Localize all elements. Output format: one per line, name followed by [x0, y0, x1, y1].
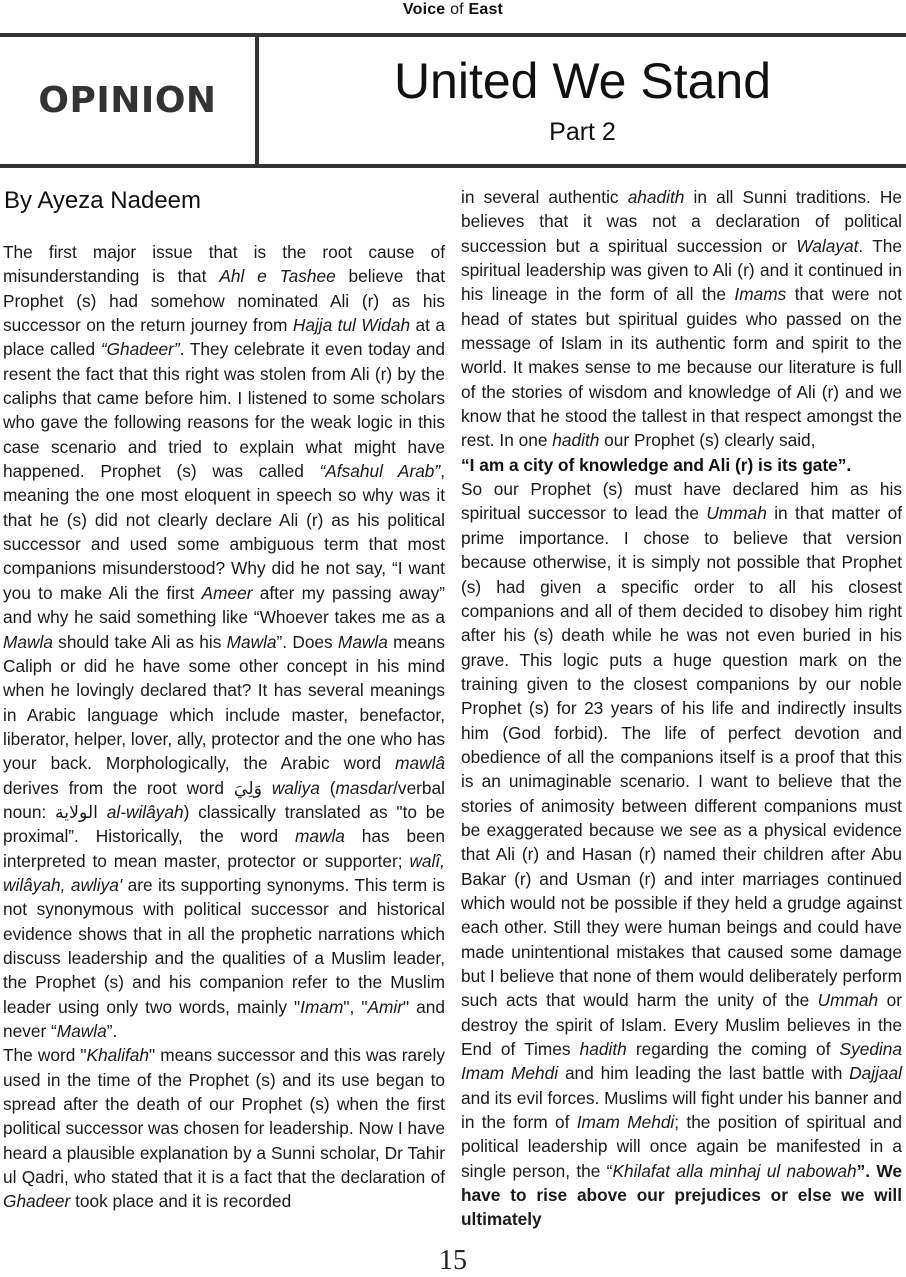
- masthead-of: of: [450, 1, 464, 18]
- right-column: [461, 185, 902, 1232]
- masthead-east: East: [468, 1, 504, 18]
- byline: By Ayeza Nadeem: [4, 187, 202, 214]
- article-title: United We Stand: [393, 53, 772, 109]
- left-column: [3, 240, 445, 1214]
- section-label: OPINION: [38, 80, 217, 121]
- paragraph: The word "Khalifah" means successor and this was rarely used in the time of the Prophet (s) and its use began to spread after the death of our Prophet (s) when the first political successor was chosen for leadership. Now I have heard a plausible explanation by a Sunni scholar, Dr Tahir ul Qadri, who stated that it is a fact that the declaration of Ghadeer took place and it is recorded: [3, 1045, 445, 1212]
- page-number: 15: [439, 1245, 467, 1276]
- paragraph: in several authentic ahadith in all Sunni traditions. He believes that it was not a declaration of political succession but a spiritual succession or Walayat. The spiritual leadership was given to Ali (r) and it continued in his lineage in the form of all the Imams that were not head of states but spiritual guides who passed on the message of Islam in its authentic form and spirit to the world. It makes sense to me because our literature is full of the stories of wisdom and knowledge of Ali (r) and we know that he stood the tallest in that respect amongst the rest. In one hadith our Prophet (s) clearly said,: [461, 187, 902, 451]
- article-subtitle: Part 2: [549, 118, 616, 146]
- paragraph: So our Prophet (s) must have declared him as his spiritual successor to lead the Ummah in that matter of prime importance. I chose to believe that version because otherwise, it is simply not possible that Prophet (s) had given a specific order to all his closest companions and all of them decided to disobey him right after his (s) death while he was not even buried in his grave. This logic puts a huge question mark on the training given to the closest companions by our noble Prophet (s) for 23 years of his life and indirectly insults him (God forbid). The life of perfect devotion and obedience of all the companions itself is a proof that this is an unimaginable scenario. I want to believe that the stories of animosity between different companions must be exaggerated because we see as a physical evidence that Ali (r) and Hasan (r) named their children after Abu Bakar (r) and Usman (r) and inter marriages continued which would not be possible if they held a grudge against each other. Still they were human beings and could have made unintentional mistakes that caused some damage but I believe that none of them would deliberately perform such acts that would harm the unity of the Ummah or destroy the spirit of Islam. Every Muslim believes in the End of Times hadith regarding the coming of Syedina Imam Mehdi and him leading the last battle with Dajjaal and its evil forces. Muslims will fight under his banner and in the form of Imam Mehdi; the position of spiritual and political leadership will once again be manifested in a single person, the “Khilafat alla minhaj ul nabowah”. We have to rise above our prejudices or else we will ultimately: [461, 479, 903, 1230]
- title-box: [259, 37, 906, 164]
- paragraph: The first major issue that is the root cause of misunderstanding is that Ahl e Tashee believe that Prophet (s) had somehow nominated Ali (r) as his successor on the return journey from Hajja tul Widah at a place called “Ghadeer”. They celebrate it even today and resent the fact that this right was stolen from Ali (r) by the caliphs that came before him. I listened to some scholars who gave the following reasons for the weak logic in this case scenario and tried to explain what might have happened. Prophet (s) was called “Afsahul Arab”, meaning the one most eloquent in speech so why was it that he (s) did not clearly declare Ali (r) as his political successor and used some ambiguous term that most companions misunderstood? Why did he not say, “I want you to make Ali the first Ameer after my passing away” and why he said something like “Whoever takes me as a Mawla should take Ali as his Mawla”. Does Mawla means Caliph or did he have some other concept in his mind when he lovingly declared that? It has several meanings in Arabic language which include master, benefactor, liberator, helper, lover, ally, protector and the one who has your back. Morphologically, the Arabic word mawlâ derives from the root word وَلِيَ waliya (masdar/verbal noun: الولاية al-wilâyah) classically translated as "to be proximal”. Historically, the word mawla has been interpreted to mean master, protector or supporter; walî, wilâyah, awliya' are its supporting synonyms. This term is not synonymous with political successor and historical evidence shows that in all the prophetic narrations which discuss leadership and the qualities of a Muslim leader, the Prophet (s) and his companion refer to the Muslim leader using only two words, mainly "Imam", "Amir" and never “Mawla”.: [3, 242, 445, 1041]
- masthead: [0, 0, 906, 20]
- header-bottom-rule: [0, 164, 906, 168]
- masthead-voice: Voice: [402, 1, 446, 18]
- pull-quote: “I am a city of knowledge and Ali (r) is its gate”.: [461, 454, 852, 475]
